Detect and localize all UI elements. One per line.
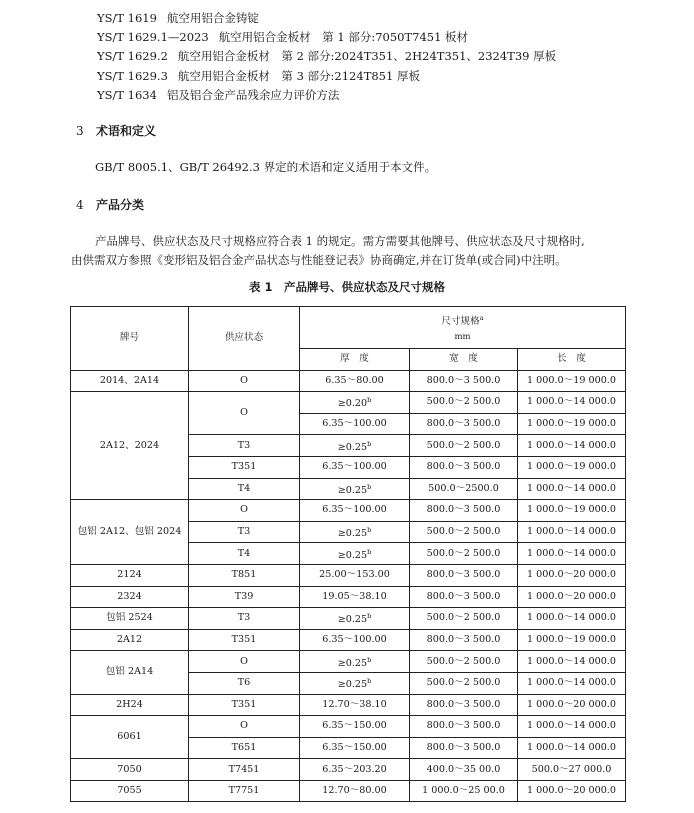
cell-width: 800.0～3 500.0 <box>410 716 518 738</box>
section-title: 术语和定义 <box>96 124 157 138</box>
cell-length: 1 000.0～19 000.0 <box>518 500 626 522</box>
cell-grade: 6061 <box>71 716 189 759</box>
table-row <box>71 392 626 414</box>
cell-width: 500.0～2 500.0 <box>410 608 518 630</box>
reference-title: 铝及铝合金产品残余应力评价方法 <box>166 87 340 102</box>
spec-table <box>70 306 626 802</box>
cell-thickness <box>300 694 410 716</box>
cell-width: 1 000.0～25 00.0 <box>410 780 518 802</box>
cell-width: 500.0～2 500.0 <box>410 392 518 414</box>
cell-thickness <box>300 456 410 478</box>
cell-temper: T651 <box>189 737 300 759</box>
thickness-value: ≥0.20 <box>337 398 368 410</box>
thickness-value: 12.70～38.10 <box>322 698 387 710</box>
cell-thickness <box>300 413 410 435</box>
footnote-mark: b <box>367 612 372 621</box>
table-row <box>71 370 626 392</box>
cell-length: 1 000.0～20 000.0 <box>518 694 626 716</box>
header-size <box>300 307 626 349</box>
thickness-value: 6.35～100.00 <box>322 634 387 646</box>
cell-grade: 包铝 2A12、包铝 2024 <box>71 500 189 565</box>
cell-width: 800.0～3 500.0 <box>410 629 518 651</box>
table-row <box>71 608 626 630</box>
cell-thickness <box>300 370 410 392</box>
table-row <box>71 586 626 608</box>
cell-length: 1 000.0～20 000.0 <box>518 586 626 608</box>
header-thickness: 厚 度 <box>300 349 410 371</box>
cell-thickness <box>300 672 410 694</box>
cell-length: 1 000.0～19 000.0 <box>518 629 626 651</box>
header-length: 长 度 <box>518 349 626 371</box>
thickness-value: 6.35～203.20 <box>322 763 387 775</box>
reference-item <box>97 86 556 105</box>
thickness-value: 6.35～100.00 <box>322 418 387 430</box>
cell-thickness <box>300 478 410 500</box>
cell-temper: T3 <box>189 521 300 543</box>
cell-width: 500.0～2 500.0 <box>410 672 518 694</box>
cell-length: 1 000.0～14 000.0 <box>518 435 626 457</box>
cell-length: 500.0～27 000.0 <box>518 759 626 781</box>
table-body <box>71 370 626 802</box>
cell-temper: T7451 <box>189 759 300 781</box>
table-row <box>71 780 626 802</box>
cell-temper: T3 <box>189 608 300 630</box>
cell-temper: T351 <box>189 694 300 716</box>
cell-thickness <box>300 586 410 608</box>
cell-grade: 包铝 2524 <box>71 608 189 630</box>
reference-title: 航空用铝合金铸锭 <box>166 11 259 25</box>
section-4-body <box>71 232 631 270</box>
thickness-value: ≥0.25 <box>337 484 368 496</box>
cell-width: 800.0～3 500.0 <box>410 500 518 522</box>
cell-width: 800.0～3 500.0 <box>410 456 518 478</box>
section-3-body <box>71 158 631 177</box>
cell-length: 1 000.0～14 000.0 <box>518 737 626 759</box>
cell-thickness <box>300 716 410 738</box>
paragraph-line-2: 由供需双方参照《变形铝及铝合金产品状态与性能登记表》协商确定,并在订货单(或合同)中注明。 <box>71 253 567 267</box>
header-unit: mm <box>454 332 471 343</box>
header-width: 宽 度 <box>410 349 518 371</box>
cell-length: 1 000.0～14 000.0 <box>518 608 626 630</box>
cell-thickness <box>300 780 410 802</box>
cell-thickness <box>300 564 410 586</box>
paragraph: GB/T 8005.1、GB/T 26492.3 界定的术语和定义适用于本文件。 <box>95 160 437 174</box>
reference-title: 航空用铝合金板材 第 1 部分:7050T7451 板材 <box>218 30 469 45</box>
cell-grade: 2124 <box>71 564 189 586</box>
cell-temper: O <box>189 392 300 435</box>
cell-length: 1 000.0～14 000.0 <box>518 543 626 565</box>
reference-code: YS/T 1629.1—2023 <box>97 30 209 45</box>
table-row <box>71 651 626 673</box>
cell-thickness <box>300 392 410 414</box>
thickness-value: 19.05～38.10 <box>322 590 387 602</box>
section-3-heading <box>76 122 156 139</box>
cell-width: 500.0～2500.0 <box>410 478 518 500</box>
footnote-mark: a <box>479 313 484 322</box>
cell-temper: T851 <box>189 564 300 586</box>
cell-grade: 7055 <box>71 780 189 802</box>
cell-length: 1 000.0～19 000.0 <box>518 413 626 435</box>
footnote-mark: b <box>367 482 372 491</box>
cell-grade: 2A12 <box>71 629 189 651</box>
header-grade: 牌号 <box>71 307 189 371</box>
reference-code: YS/T 1619 <box>97 11 157 25</box>
cell-thickness <box>300 651 410 673</box>
reference-title: 航空用铝合金板材 第 2 部分:2024T351、2H24T351、2324T39 厚板 <box>177 49 557 64</box>
table-row <box>71 500 626 522</box>
thickness-value: ≥0.25 <box>337 441 368 453</box>
footnote-mark: b <box>367 439 372 448</box>
thickness-value: 6.35～100.00 <box>322 461 387 473</box>
cell-width: 800.0～3 500.0 <box>410 413 518 435</box>
cell-grade: 包铝 2A14 <box>71 651 189 694</box>
section-number: 3 <box>76 124 84 138</box>
cell-temper: T351 <box>189 629 300 651</box>
cell-thickness <box>300 543 410 565</box>
cell-temper: O <box>189 651 300 673</box>
cell-temper: T6 <box>189 672 300 694</box>
thickness-value: 12.70～80.00 <box>322 785 387 797</box>
table-row <box>71 759 626 781</box>
cell-temper: O <box>189 370 300 392</box>
header-size-label: 尺寸规格 <box>441 316 480 328</box>
cell-thickness <box>300 629 410 651</box>
thickness-value: ≥0.25 <box>337 679 368 691</box>
cell-thickness <box>300 521 410 543</box>
reference-title: 航空用铝合金板材 第 3 部分:2124T851 厚板 <box>177 68 420 83</box>
cell-width: 500.0～2 500.0 <box>410 521 518 543</box>
cell-temper: T4 <box>189 543 300 565</box>
cell-width: 500.0～2 500.0 <box>410 435 518 457</box>
thickness-value: ≥0.25 <box>337 528 368 540</box>
thickness-value: 25.00～153.00 <box>319 569 390 581</box>
cell-length: 1 000.0～14 000.0 <box>518 716 626 738</box>
thickness-value: 6.35～150.00 <box>322 720 387 732</box>
table-row <box>71 694 626 716</box>
cell-length: 1 000.0～14 000.0 <box>518 392 626 414</box>
section-4-heading <box>76 196 144 213</box>
cell-thickness <box>300 759 410 781</box>
table-row <box>71 564 626 586</box>
table-row <box>71 716 626 738</box>
cell-temper: O <box>189 500 300 522</box>
table-caption: 表 1 产品牌号、供应状态及尺寸规格 <box>248 280 445 294</box>
cell-length: 1 000.0～19 000.0 <box>518 370 626 392</box>
cell-grade: 2014、2A14 <box>71 370 189 392</box>
thickness-value: 6.35～100.00 <box>322 504 387 516</box>
cell-temper: T4 <box>189 478 300 500</box>
cell-temper: T7751 <box>189 780 300 802</box>
cell-width: 500.0～2 500.0 <box>410 651 518 673</box>
footnote-mark: b <box>367 525 372 534</box>
cell-length: 1 000.0～20 000.0 <box>518 780 626 802</box>
normative-references <box>97 9 556 105</box>
cell-thickness <box>300 435 410 457</box>
reference-item <box>97 67 556 86</box>
cell-width: 400.0～35 00.0 <box>410 759 518 781</box>
footnote-mark: b <box>367 655 372 664</box>
cell-grade: 7050 <box>71 759 189 781</box>
reference-code: YS/T 1634 <box>97 87 157 102</box>
cell-width: 800.0～3 500.0 <box>410 737 518 759</box>
header-temper: 供应状态 <box>189 307 300 371</box>
thickness-value: 6.35～150.00 <box>322 741 387 753</box>
table-row <box>71 629 626 651</box>
cell-length: 1 000.0～20 000.0 <box>518 564 626 586</box>
cell-length: 1 000.0～14 000.0 <box>518 651 626 673</box>
footnote-mark: b <box>367 677 372 686</box>
cell-length: 1 000.0～19 000.0 <box>518 456 626 478</box>
cell-width: 800.0～3 500.0 <box>410 564 518 586</box>
cell-temper: T351 <box>189 456 300 478</box>
cell-width: 800.0～3 500.0 <box>410 370 518 392</box>
cell-width: 800.0～3 500.0 <box>410 694 518 716</box>
paragraph-line-1: 产品牌号、供应状态及尺寸规格应符合表 1 的规定。需方需要其他牌号、供应状态及尺寸规格时, <box>95 234 585 248</box>
cell-width: 800.0～3 500.0 <box>410 586 518 608</box>
cell-length: 1 000.0～14 000.0 <box>518 672 626 694</box>
cell-temper: T3 <box>189 435 300 457</box>
reference-code: YS/T 1629.3 <box>97 68 168 83</box>
footnote-mark: b <box>367 396 372 405</box>
cell-grade: 2324 <box>71 586 189 608</box>
section-title: 产品分类 <box>96 198 145 212</box>
cell-thickness <box>300 500 410 522</box>
reference-item <box>97 9 556 28</box>
reference-code: YS/T 1629.2 <box>97 49 168 64</box>
cell-thickness <box>300 608 410 630</box>
cell-length: 1 000.0～14 000.0 <box>518 478 626 500</box>
cell-grade: 2A12、2024 <box>71 392 189 500</box>
cell-temper: T39 <box>189 586 300 608</box>
cell-length: 1 000.0～14 000.0 <box>518 521 626 543</box>
reference-item <box>97 47 556 66</box>
cell-grade: 2H24 <box>71 694 189 716</box>
header-row <box>71 307 626 349</box>
thickness-value: 6.35～80.00 <box>325 374 384 386</box>
reference-item <box>97 28 556 47</box>
cell-temper: O <box>189 716 300 738</box>
thickness-value: ≥0.25 <box>337 614 368 626</box>
cell-thickness <box>300 737 410 759</box>
section-number: 4 <box>76 198 84 212</box>
thickness-value: ≥0.25 <box>337 549 368 561</box>
footnote-mark: b <box>367 547 372 556</box>
thickness-value: ≥0.25 <box>337 657 368 669</box>
cell-width: 500.0～2 500.0 <box>410 543 518 565</box>
